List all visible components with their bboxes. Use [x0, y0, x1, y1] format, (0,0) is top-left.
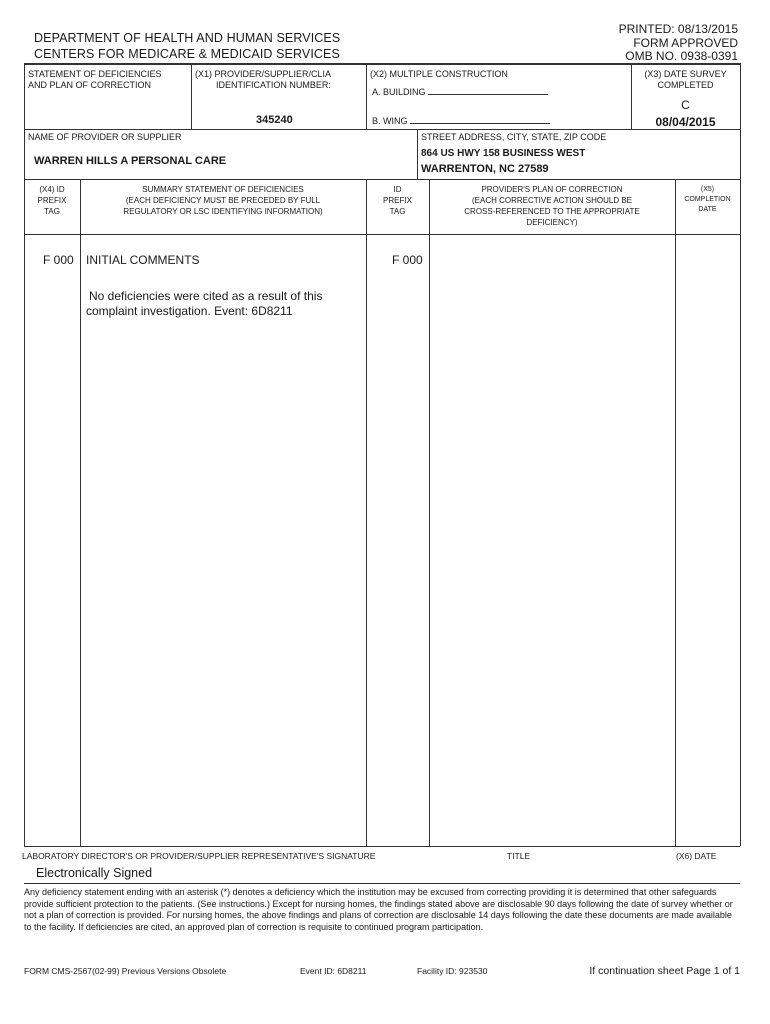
- id-header-3: TAG: [389, 207, 406, 216]
- summary-header-2: (EACH DEFICIENCY MUST BE PRECEDED BY FULL: [125, 196, 321, 205]
- form-approved: FORM APPROVED: [633, 36, 738, 50]
- divider-x2: [366, 63, 367, 129]
- body-bottom-rule: [24, 846, 740, 847]
- col-divider-4: [675, 179, 676, 846]
- x3-label-2: COMPLETED: [657, 80, 714, 90]
- entry-text-line-2: complaint investigation. Event: 6D8211: [86, 304, 293, 318]
- provider-name: WARREN HILLS A PERSONAL CARE: [34, 155, 227, 167]
- x2-building-label: A. BUILDING: [372, 87, 426, 97]
- plan-header-4: DEFICIENCY): [526, 218, 578, 227]
- address-label: STREET ADDRESS, CITY, STATE, ZIP CODE: [421, 132, 607, 142]
- statement-label-2: AND PLAN OF CORRECTION: [28, 80, 152, 90]
- address-line-2: WARRENTON, NC 27589: [421, 163, 549, 175]
- entry-id-tag: F 000: [392, 253, 423, 267]
- footer-event-id: Event ID: 6D8211: [300, 966, 367, 976]
- title-label: TITLE: [507, 851, 531, 861]
- x2-wing-blank: [410, 114, 550, 124]
- x4-header-1: (X4) ID: [39, 185, 65, 194]
- x6-date-label: (X6) DATE: [676, 851, 717, 861]
- x3-label-1: (X3) DATE SURVEY: [644, 69, 727, 79]
- signature-value: Electronically Signed: [36, 866, 153, 880]
- x1-label-1: (X1) PROVIDER/SUPPLIER/CLIA: [195, 69, 332, 79]
- printed-date: PRINTED: 08/13/2015: [618, 22, 738, 36]
- box1-bottom-rule: [24, 129, 740, 130]
- provider-address-divider: [417, 129, 418, 179]
- statement-label-1: STATEMENT OF DEFICIENCIES: [28, 69, 162, 79]
- col-divider-3: [429, 179, 430, 846]
- signature-bottom-rule: [24, 883, 740, 884]
- x2-wing-row: [372, 114, 550, 127]
- col-divider-2: [366, 179, 367, 846]
- summary-header-1: SUMMARY STATEMENT OF DEFICIENCIES: [142, 185, 304, 194]
- x5-header-2: COMPLETION: [684, 196, 731, 203]
- entry-title: INITIAL COMMENTS: [86, 253, 200, 267]
- disclaimer-text: Any deficiency statement ending with an asterisk (*) denotes a deficiency which the institution may be excused from correcting providing it is determined that other safeguards provide sufficient protection to the patients. (See instructions.) Except for nursing homes, the findings stated above are disclosable 90 days following the date of survey whether or not a plan of correction is provided. For nursing homes, the above findings and plans of correction are disclosable 14 days following the date these documents are made available to the facility. If deficiencies are cited, an approved plan of correction is requisite to continued program participation.: [24, 887, 733, 932]
- entry-text-line-1: No deficiencies were cited as a result of this: [89, 289, 323, 303]
- id-header-1: ID: [393, 185, 402, 194]
- plan-header-3: CROSS-REFERENCED TO THE APPROPRIATE: [464, 207, 640, 216]
- id-header-2: PREFIX: [383, 196, 412, 205]
- x3-survey-code: C: [681, 98, 690, 112]
- agency-line-2: CENTERS FOR MEDICARE & MEDICAID SERVICES: [34, 47, 340, 61]
- divider-x1: [191, 63, 192, 129]
- x5-header-3: DATE: [698, 206, 717, 213]
- frame-left-edge: [24, 63, 25, 846]
- x2-building-row: [372, 85, 548, 98]
- footer-facility-id: Facility ID: 923530: [417, 966, 488, 976]
- plan-header-1: PROVIDER'S PLAN OF CORRECTION: [481, 185, 623, 194]
- x2-label: (X2) MULTIPLE CONSTRUCTION: [370, 69, 508, 79]
- agency-line-1: DEPARTMENT OF HEALTH AND HUMAN SERVICES: [34, 31, 341, 45]
- x1-provider-number: 345240: [256, 114, 293, 126]
- provider-name-label: NAME OF PROVIDER OR SUPPLIER: [28, 132, 182, 142]
- entry-prefix-tag: F 000: [43, 253, 74, 267]
- omb-number: OMB NO. 0938-0391: [625, 49, 738, 63]
- x4-header-2: PREFIX: [37, 196, 67, 205]
- provider-bottom-rule: [24, 179, 740, 180]
- x2-building-blank: [428, 85, 548, 95]
- x3-survey-date: 08/04/2015: [655, 115, 716, 129]
- signature-label: LABORATORY DIRECTOR'S OR PROVIDER/SUPPLIER REPRESENTATIVE'S SIGNATURE: [22, 851, 376, 861]
- x5-header-1: (X5): [700, 186, 715, 193]
- frame-top-rule: [24, 63, 740, 65]
- x1-label-2: IDENTIFICATION NUMBER:: [216, 80, 331, 90]
- address-line-1: 864 US HWY 158 BUSINESS WEST: [421, 148, 586, 159]
- footer-continuation: If continuation sheet Page 1 of 1: [589, 965, 740, 977]
- column-header-bottom-rule: [24, 234, 740, 235]
- footer-form-number: FORM CMS-2567(02-99) Previous Versions Obsolete: [24, 966, 227, 976]
- frame-right-edge: [740, 63, 741, 846]
- plan-header-2: (EACH CORRECTIVE ACTION SHOULD BE: [471, 196, 633, 205]
- col-divider-1: [80, 179, 81, 846]
- x4-header-3: TAG: [44, 207, 60, 216]
- x2-wing-label: B. WING: [372, 116, 408, 126]
- summary-header-3: REGULATORY OR LSC IDENTIFYING INFORMATION): [123, 207, 323, 216]
